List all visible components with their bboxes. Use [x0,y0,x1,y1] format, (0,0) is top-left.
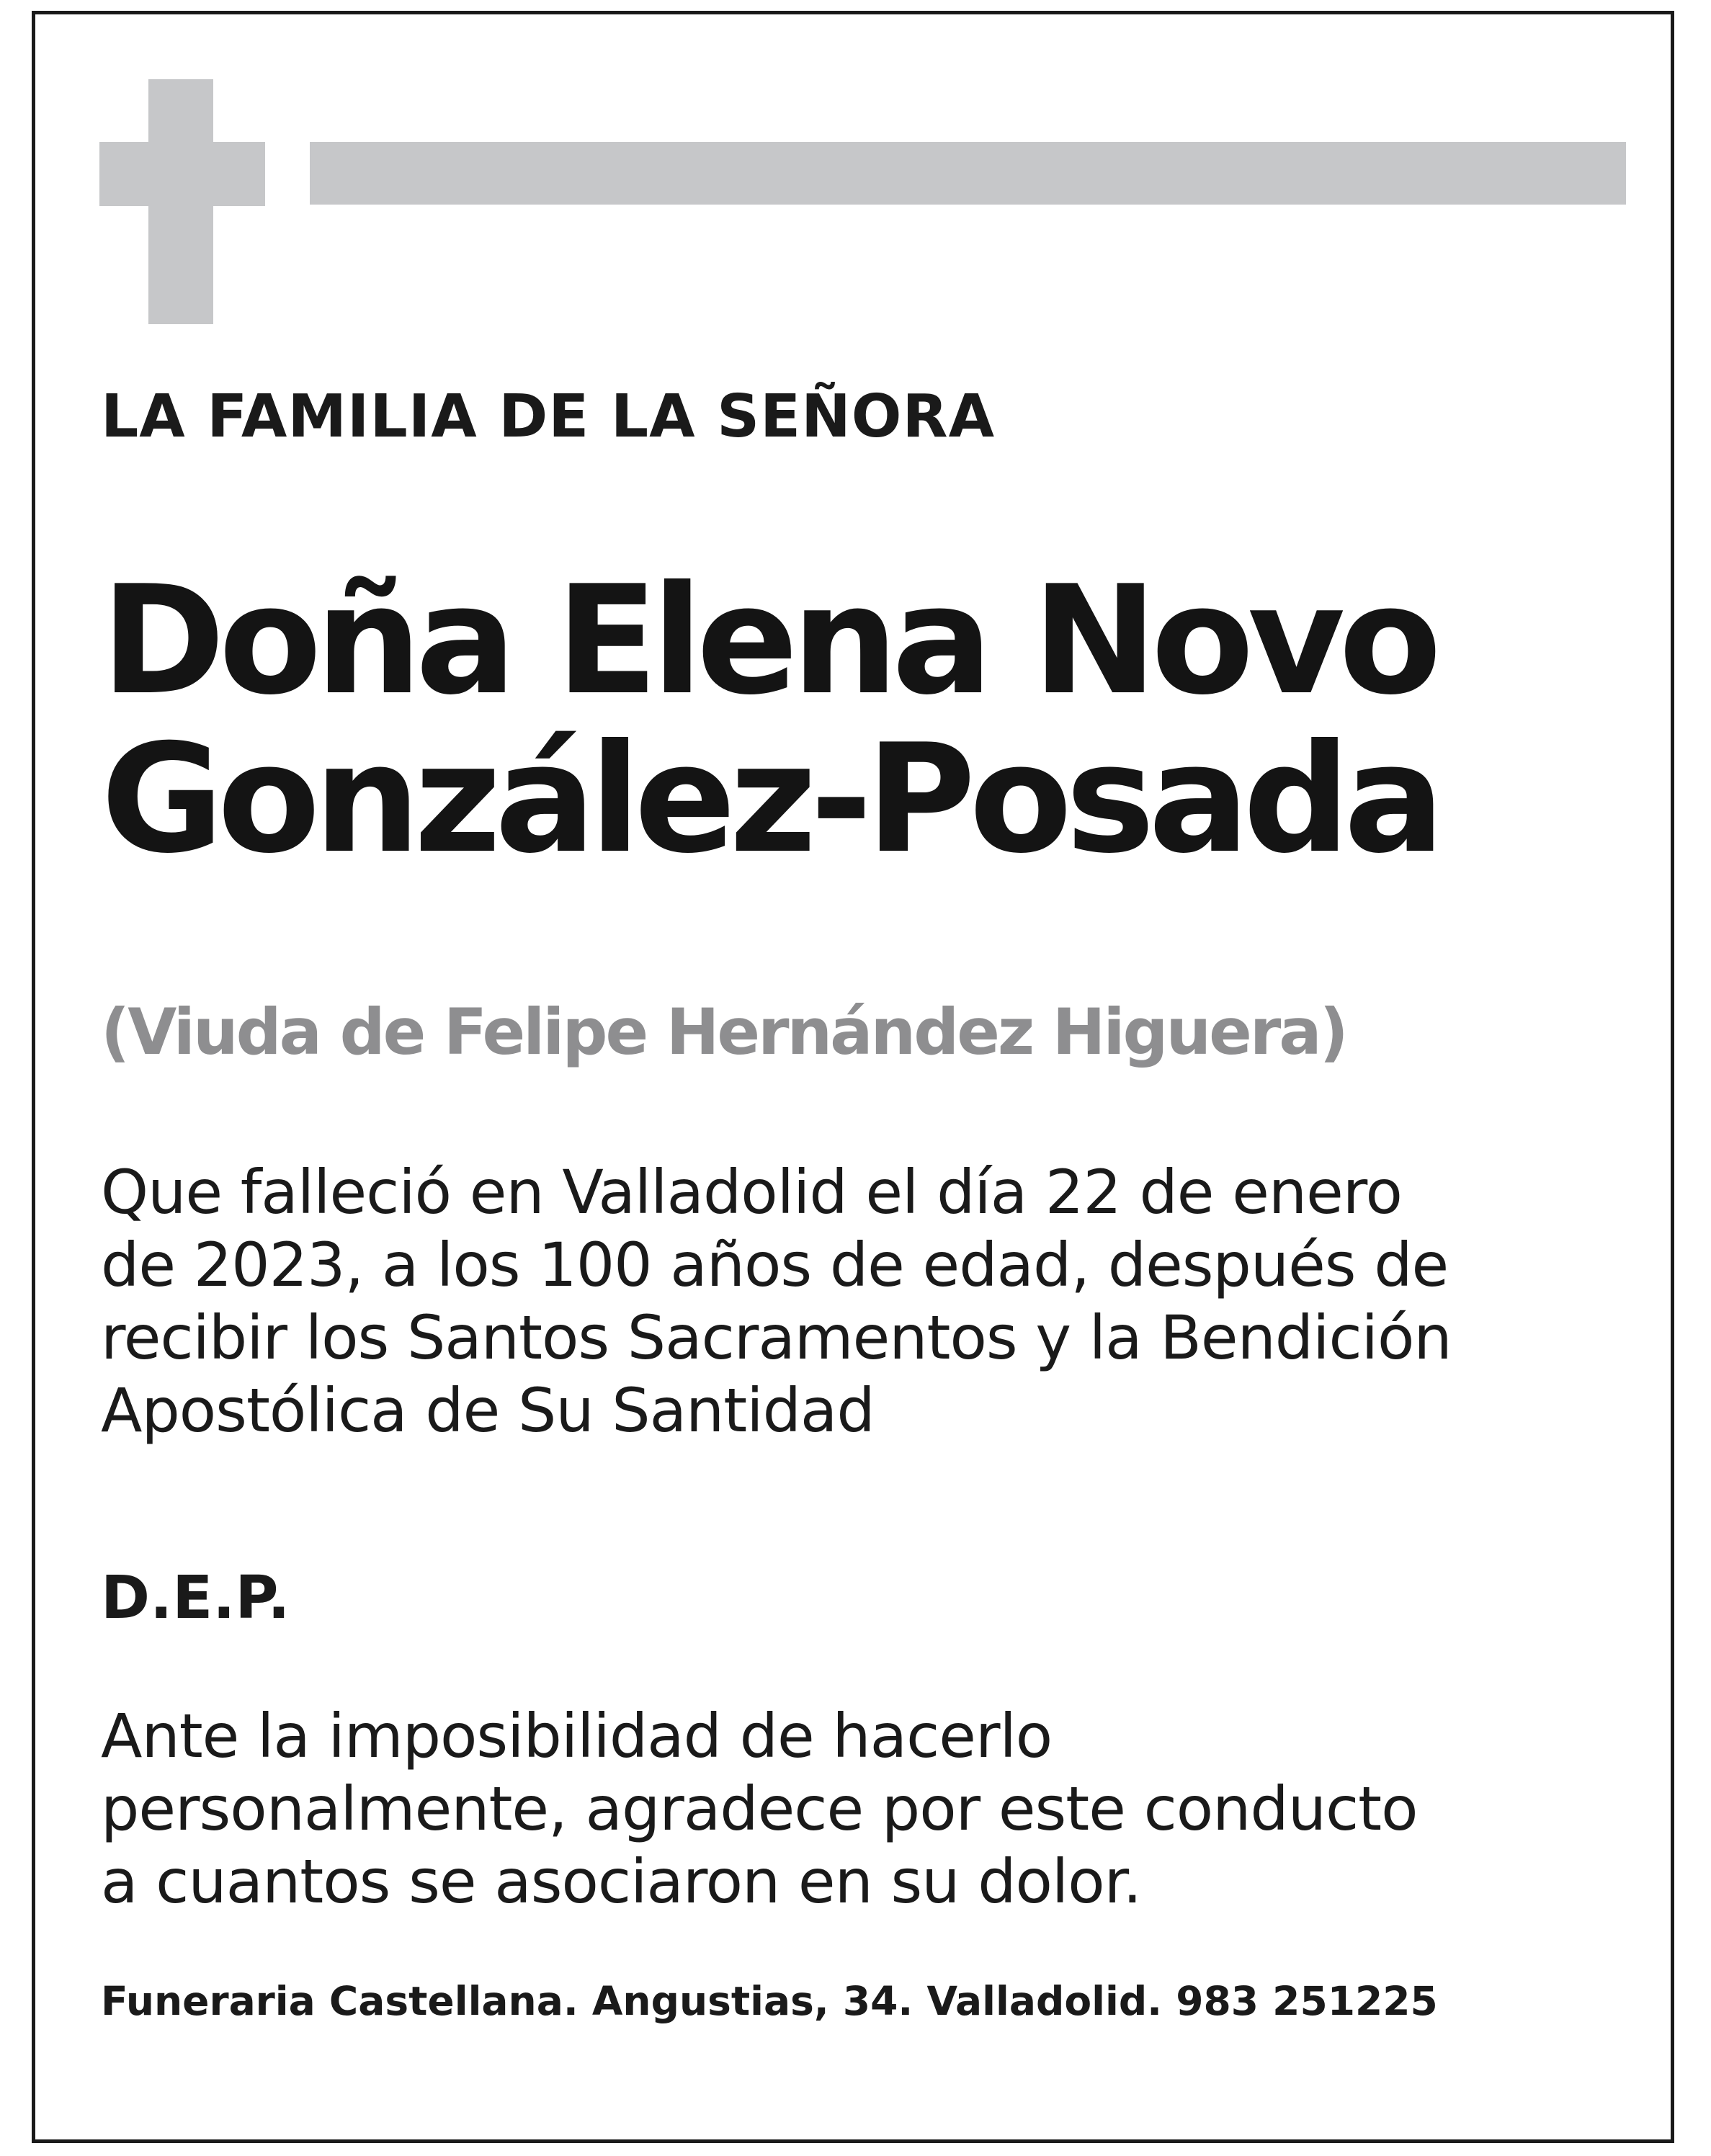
cross-icon-arm [99,142,265,206]
thanks-text-line: a cuantos se asociaron en su dolor. [101,1846,1142,1917]
intro-line: LA FAMILIA DE LA SEÑORA [101,383,996,451]
death-text-line: Que falleció en Valladolid el día 22 de enero [101,1157,1402,1227]
death-announcement [101,1156,1628,1447]
thanks-message [101,1700,1417,1918]
rip-line: D.E.P. [101,1564,290,1632]
death-text-line: recibir los Santos Sacramentos y la Bendición [101,1302,1452,1373]
deceased-name-line-1: Doña Elena Novo [101,554,1436,728]
deceased-name [101,554,1439,887]
header-rule [310,142,1626,205]
death-text-line: Apostólica de Su Santidad [101,1375,875,1446]
widow-of-line: (Viuda de Felipe Hernández Higuera) [101,995,1346,1069]
death-text-line: de 2023, a los 100 años de edad, después de [101,1230,1449,1300]
thanks-text-line: personalmente, agradece por este conducto [101,1773,1418,1844]
funeral-home-footer: Funeraria Castellana. Angustias, 34. Valladolid. 983 251225 [101,1978,1438,2024]
deceased-name-line-2: González-Posada [101,712,1439,887]
thanks-text-line: Ante la imposibilidad de hacerlo [101,1701,1053,1771]
